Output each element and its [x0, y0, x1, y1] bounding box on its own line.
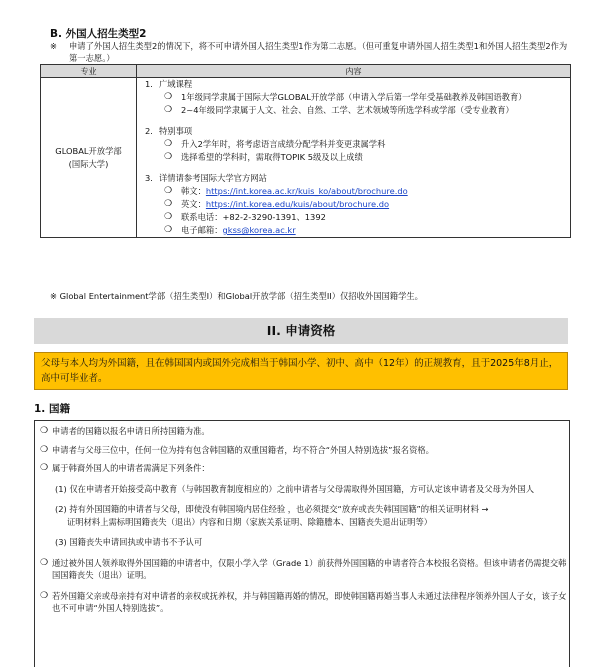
- bullet-text: 选择希望的学科时，需取得TOPIK 5级及以上成绩: [181, 152, 363, 162]
- list-item: [35, 557, 569, 582]
- item1-heading: [145, 78, 570, 91]
- phone-text: 联系电话：+82-2-3290-1391、1392: [181, 212, 326, 222]
- item1-title: 广域课程: [159, 79, 193, 89]
- list-item: [137, 151, 570, 164]
- bullet-icon: ❍: [164, 186, 173, 196]
- list-item: [35, 444, 569, 457]
- bullet-text: 2~4年级同学隶属于人文、社会、自然、工学、艺术领域等所选学科或学部（受专业教育）: [181, 105, 514, 115]
- bullet-text: 升入2学年时，将考虑语言成绩分配学科并变更隶属学科: [181, 139, 386, 149]
- list-item: [35, 425, 569, 438]
- section2-title: II. 申请资格: [34, 318, 568, 344]
- paragraph-text: 申请者的国籍以报名申请日所持国籍为准。: [52, 426, 210, 436]
- item3-title: 详情请参考国际大学官方网站: [159, 173, 267, 183]
- item3-heading: [145, 172, 570, 185]
- english-label: 英文：: [181, 199, 206, 209]
- note-text: 申请了外国人招生类型2的情况下，将不可申请外国人招生类型1作为第二志愿。（但可重复申请外国人招生类型1和外国人招生类型2作为第一志愿。）: [69, 41, 568, 63]
- list-item: [137, 185, 570, 198]
- condition-1: (1) 仅在申请者开始接受高中教育（与韩国教育制度相应的）之前申请者与父母需取得外国国籍，方可认定该申请者及父母为外国人: [55, 483, 535, 494]
- list-item: [35, 462, 569, 475]
- bullet-icon: ❍: [40, 463, 49, 473]
- email-label: 电子邮箱：: [181, 225, 223, 235]
- paragraph-text: 通过被外国人领养取得外国国籍的申请者中，仅限小学入学（Grade 1）前获得外国国籍的申请者符合本校报名资格。但该申请者仍需提交韩国国籍丧失（退出）证明。: [52, 557, 567, 580]
- item1-num: 1.: [145, 79, 153, 89]
- english-site-link[interactable]: https://int.korea.edu/kuis/about/brochure.do: [205, 199, 390, 209]
- bullet-icon: ❍: [40, 426, 49, 436]
- bullet-icon: ❍: [164, 212, 173, 222]
- item2-heading: [145, 125, 570, 138]
- condition-3: (3) 国籍丧失申请回执或申请书不予认可: [55, 537, 203, 547]
- major-table: [40, 64, 571, 238]
- header-major: 专业: [41, 65, 137, 78]
- list-item: [137, 211, 570, 224]
- list-item: [137, 224, 570, 237]
- bullet-icon: ❍: [40, 590, 49, 601]
- item2-title: 特别事项: [159, 126, 193, 136]
- nationality-heading: 1. 国籍: [34, 403, 70, 415]
- bullet-icon: ❍: [164, 92, 173, 102]
- bullet-icon: ❍: [164, 225, 173, 235]
- section-b-note: [50, 40, 570, 64]
- content-cell: [137, 78, 571, 238]
- list-item: [137, 138, 570, 151]
- list-item: [137, 198, 570, 211]
- note-mark: ※: [50, 41, 57, 51]
- list-item: [137, 91, 570, 104]
- item3-num: 3.: [145, 173, 153, 183]
- major-name-line1: GLOBAL开放学部: [55, 145, 122, 156]
- paragraph-text: 若外国籍父亲或母亲持有对申请者的亲权或抚养权，并与韩国籍再婚的情况，即使韩国籍再婚当事人未通过法律程序领养外国人子女，该子女也不可申请“外国人特别选拔”。: [52, 590, 567, 613]
- item2-num: 2.: [145, 126, 153, 136]
- nationality-box: [34, 420, 570, 667]
- bullet-icon: ❍: [164, 105, 173, 115]
- paragraph-text: 属于韩裔外国人的申请者需满足下列条件：: [52, 463, 210, 473]
- korean-label: 韩文：: [181, 186, 206, 196]
- section-b-title: B. 外国人招生类型2: [50, 28, 147, 40]
- list-item: [35, 590, 569, 615]
- bullet-icon: ❍: [40, 557, 49, 568]
- eligibility-highlight: 父母与本人均为外国籍，且在韩国国内或国外完成相当于韩国小学、初中、高中（12年）的正规教育，且于2025年8月止，高中可毕业者。: [34, 352, 568, 390]
- major-cell: [41, 78, 137, 238]
- condition-2-line2: 证明材料上需标明国籍丧失（退出）内容和日期（家族关系证明、除籍謄本、国籍丧失退出证明等）: [67, 516, 433, 527]
- major-name-line2: (国际大学): [68, 158, 109, 169]
- paragraph-text: 申请者与父母三位中，任何一位为持有包含韩国籍的双重国籍者，均不符合“外国人特别选拔”报名资格。: [52, 444, 434, 455]
- bullet-icon: ❍: [164, 152, 173, 162]
- bullet-icon: ❍: [164, 139, 173, 149]
- email-link[interactable]: gkss@korea.ac.kr: [222, 225, 296, 235]
- table-note: ※ Global Entertainment学部（招生类型I）和Global开放学部（招生类型II）仅招收外国国籍学生。: [50, 291, 423, 301]
- list-item: [137, 104, 570, 117]
- bullet-icon: ❍: [164, 199, 173, 209]
- korean-site-link[interactable]: https://int.korea.ac.kr/kuis_ko/about/brochure.do: [205, 186, 408, 196]
- bullet-icon: ❍: [40, 444, 49, 455]
- bullet-text: 1年级同学隶属于国际大学GLOBAL开放学部（申请入学后第一学年受基础教养及韩国语教育）: [181, 92, 527, 102]
- header-content: 内容: [137, 65, 571, 78]
- condition-2-line1: (2) 持有外国国籍的申请者与父母，即使没有韩国境内居住经验 ，也必须提交“放弃或丧失韩国国籍”的相关证明材料 →: [55, 504, 489, 514]
